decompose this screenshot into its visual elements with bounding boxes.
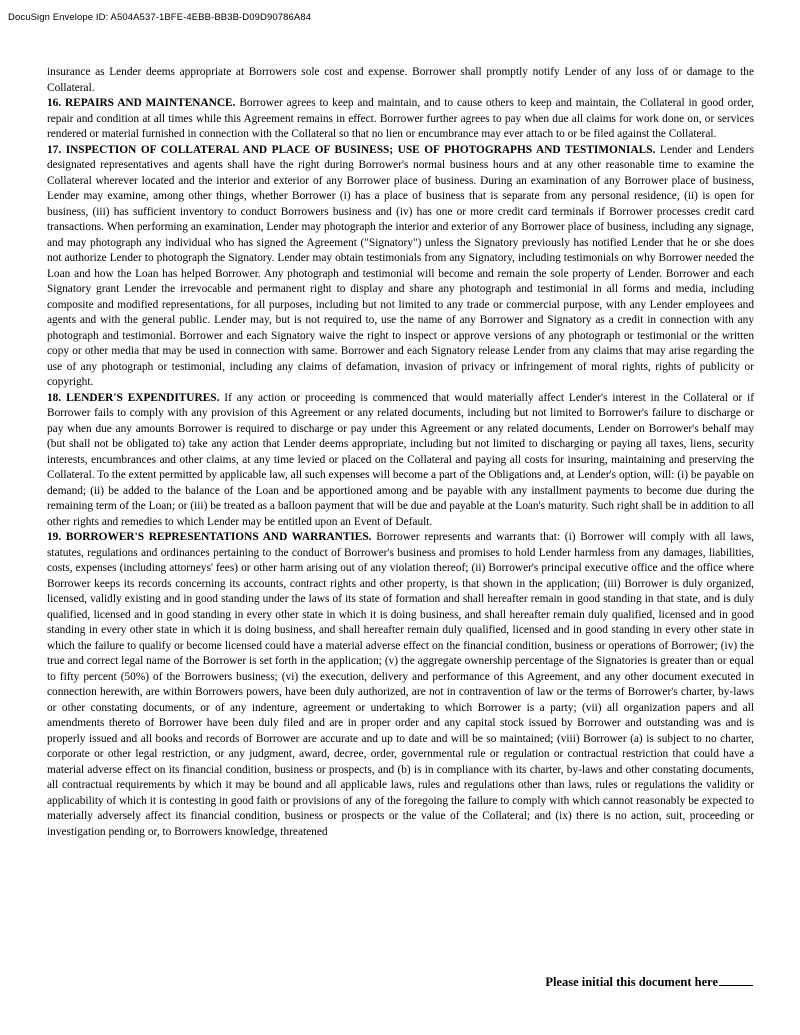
initial-prompt-text: Please initial this document here [545,975,718,989]
document-body [47,65,754,840]
section-19-representations-warranties [47,530,754,840]
section-text: Borrower agrees to keep and maintain, and to cause others to keep and maintain, the Collateral in good order, repair and condition at all times while this Agreement remains in effect. Borrower further agrees to pay when due all claims for work done on, or services rendered or material furnished in connection with the Collateral so that no lien or encumbrance may ever attach to or be filed against the Collateral. [47,97,754,140]
paragraph-text: insurance as Lender deems appropriate at Borrowers sole cost and expense. Borrower shall promptly notify Lender of any loss of or damage to the Collateral. [47,66,754,94]
paragraph-insurance-continuation [47,65,754,96]
section-heading: 16. REPAIRS AND MAINTENANCE. [47,97,236,109]
section-16-repairs-maintenance [47,96,754,143]
section-heading: 17. INSPECTION OF COLLATERAL AND PLACE OF BUSINESS; USE OF PHOTOGRAPHS AND TESTIMONIALS. [47,143,656,156]
envelope-id-header: DocuSign Envelope ID: A504A537-1BFE-4EBB-BB3B-D09D90786A84 [8,12,312,23]
section-17-inspection [47,143,754,391]
initial-prompt [545,973,753,990]
section-heading: 18. LENDER'S EXPENDITURES. [47,391,220,404]
initial-field[interactable] [719,973,753,986]
section-heading: 19. BORROWER'S REPRESENTATIONS AND WARRANTIES. [47,531,372,543]
section-text: Borrower represents and warrants that: (i) Borrower will comply with all laws, statutes, regulations and ordinances pertaining to the conduct of Borrower's business and promises to hold Lender harmless from any damages, liabilities, costs, expenses (including attorneys' fees) or other harm arising out of any violation thereof; (ii) Borrower's principal executive office and the office where Borrower keeps its records concerning its accounts, contract rights and other property, is that shown in the application; (iii) Borrower is duly organized, licensed, validly existing and in good standing under the laws of its state of formation and shall hereafter remain in good standing in that state, and is duly qualified, licensed and in good standing in every other state in which it is doing business, and shall hereafter remain duly qualified, licensed and in good standing in every other state in which it is doing business, and shall hereafter remain duly qualified, licensed and in good standing in every other state in which the failure to qualify or become licensed could have a material adverse effect on the financial condition, business or operations of Borrower; (iv) the true and correct legal name of the Borrower is set forth in the application; (v) the aggregate ownership percentage of the Signatories is greater than or equal to fifty percent (50%) of the Borrowers business; (vi) the execution, delivery and performance of this Agreement, and any other document executed in connection herewith, are within Borrowers powers, have been duly authorized, are not in contravention of law or the terms of Borrower's charter, by-laws or other constating documents, or of any indenture, agreement or undertaking to which Borrower is a party; (vii) all organization papers and all amendments thereto of Borrower have been duly filed and are in proper order and any capital stock issued by Borrower and outstanding was and is properly issued and all books and records of Borrower are accurate and up to date and will be so maintained; (viii) Borrower (a) is subject to no charter, corporate or other legal restriction, or any judgment, award, decree, order, governmental rule or regulation or contractual restriction that could have a material adverse effect on its financial condition, business or prospects, and (b) is in compliance with its charter, by-laws and other constating documents, all contractual requirements by which it may be bound and all applicable laws, rules and regulations other than laws, rules or regulations the validity or applicability of which it is contesting in good faith or provisions of any of the foregoing the failure to comply with which cannot reasonably be expected to materially adversely affect its financial condition, business or prospects or the value of the Collateral; and (ix) there is no action, suit, proceeding or investigation pending or, to Borrowers knowledge, threatened [47,531,754,838]
section-text: If any action or proceeding is commenced that would materially affect Lender's interest in the Collateral or if Borrower fails to comply with any provision of this Agreement or any related documents, including but not limited to Borrower's failure to discharge or pay when due any amounts Borrower is required to discharge or pay under this Agreement or any related documents, Lender on Borrower's behalf may (but shall not be obligated to) take any action that Lender deems appropriate, including but not limited to discharging or paying all taxes, liens, security interests, encumbrances and other claims, at any time levied or placed on the Collateral and paying all costs for insuring, maintaining and preserving the Collateral. To the extent permitted by applicable law, all such expenses will become a part of the Obligations and, at Lender's option, will: (i) be payable on demand; (ii) be added to the balance of the Loan and be apportioned among and be payable with any installment payments to become due during the remaining term of the Loan; or (iii) be treated as a balloon payment that will be due and payable at the Loan's maturity. Such right shall be in addition to all other rights and remedies to which Lender may be entitled upon an Event of Default. [47,391,755,528]
section-text: Lender and Lenders designated representatives and agents shall have the right during Borrower's normal business hours and at any other reasonable time to examine the Collateral wherever located and the interior and exterior of any Borrower place of business. During an examination of any Borrower place of business, Lender may examine, among other things, whether Borrower (i) has a place of business that is separate from any personal residence, (ii) is open for business, (iii) has sufficient inventory to conduct Borrowers business and (iv) has one or more credit card terminals if Borrower processes credit card transactions. When performing an examination, Lender may photograph the interior and exterior of any Borrower place of business, including any signage, and may photograph any individual who has signed the Agreement ("Signatory") unless the Signatory previously has notified Lender that he or she does not authorize Lender to photograph the Signatory. Lender may obtain testimonials from any Signatory, including testimonials on why Borrower needed the Loan and how the Loan has helped Borrower. Any photograph and testimonial will become and remain the sole property of Lender. Borrower and each Signatory grant Lender the irrevocable and permanent right to display and share any photograph and testimonial in all forms and media, including composite and modified representations, for all purposes, including but not limited to any trade or commercial purpose, with any Lender employees and agents and with the general public. Lender may, but is not required to, use the name of any Borrower and Signatory as a credit in connection with any photograph and testimonial. Borrower and each Signatory waive the right to inspect or approve versions of any photograph or testimonial or the written copy or other media that may be used in connection with same. Borrower and each Signatory release Lender from any claims that may arise regarding the use of any photograph or testimonial, including any claims of defamation, invasion of privacy or infringement of moral rights, rights of publicity or copyright. [47,143,754,388]
section-18-lender-expenditures [47,391,754,531]
